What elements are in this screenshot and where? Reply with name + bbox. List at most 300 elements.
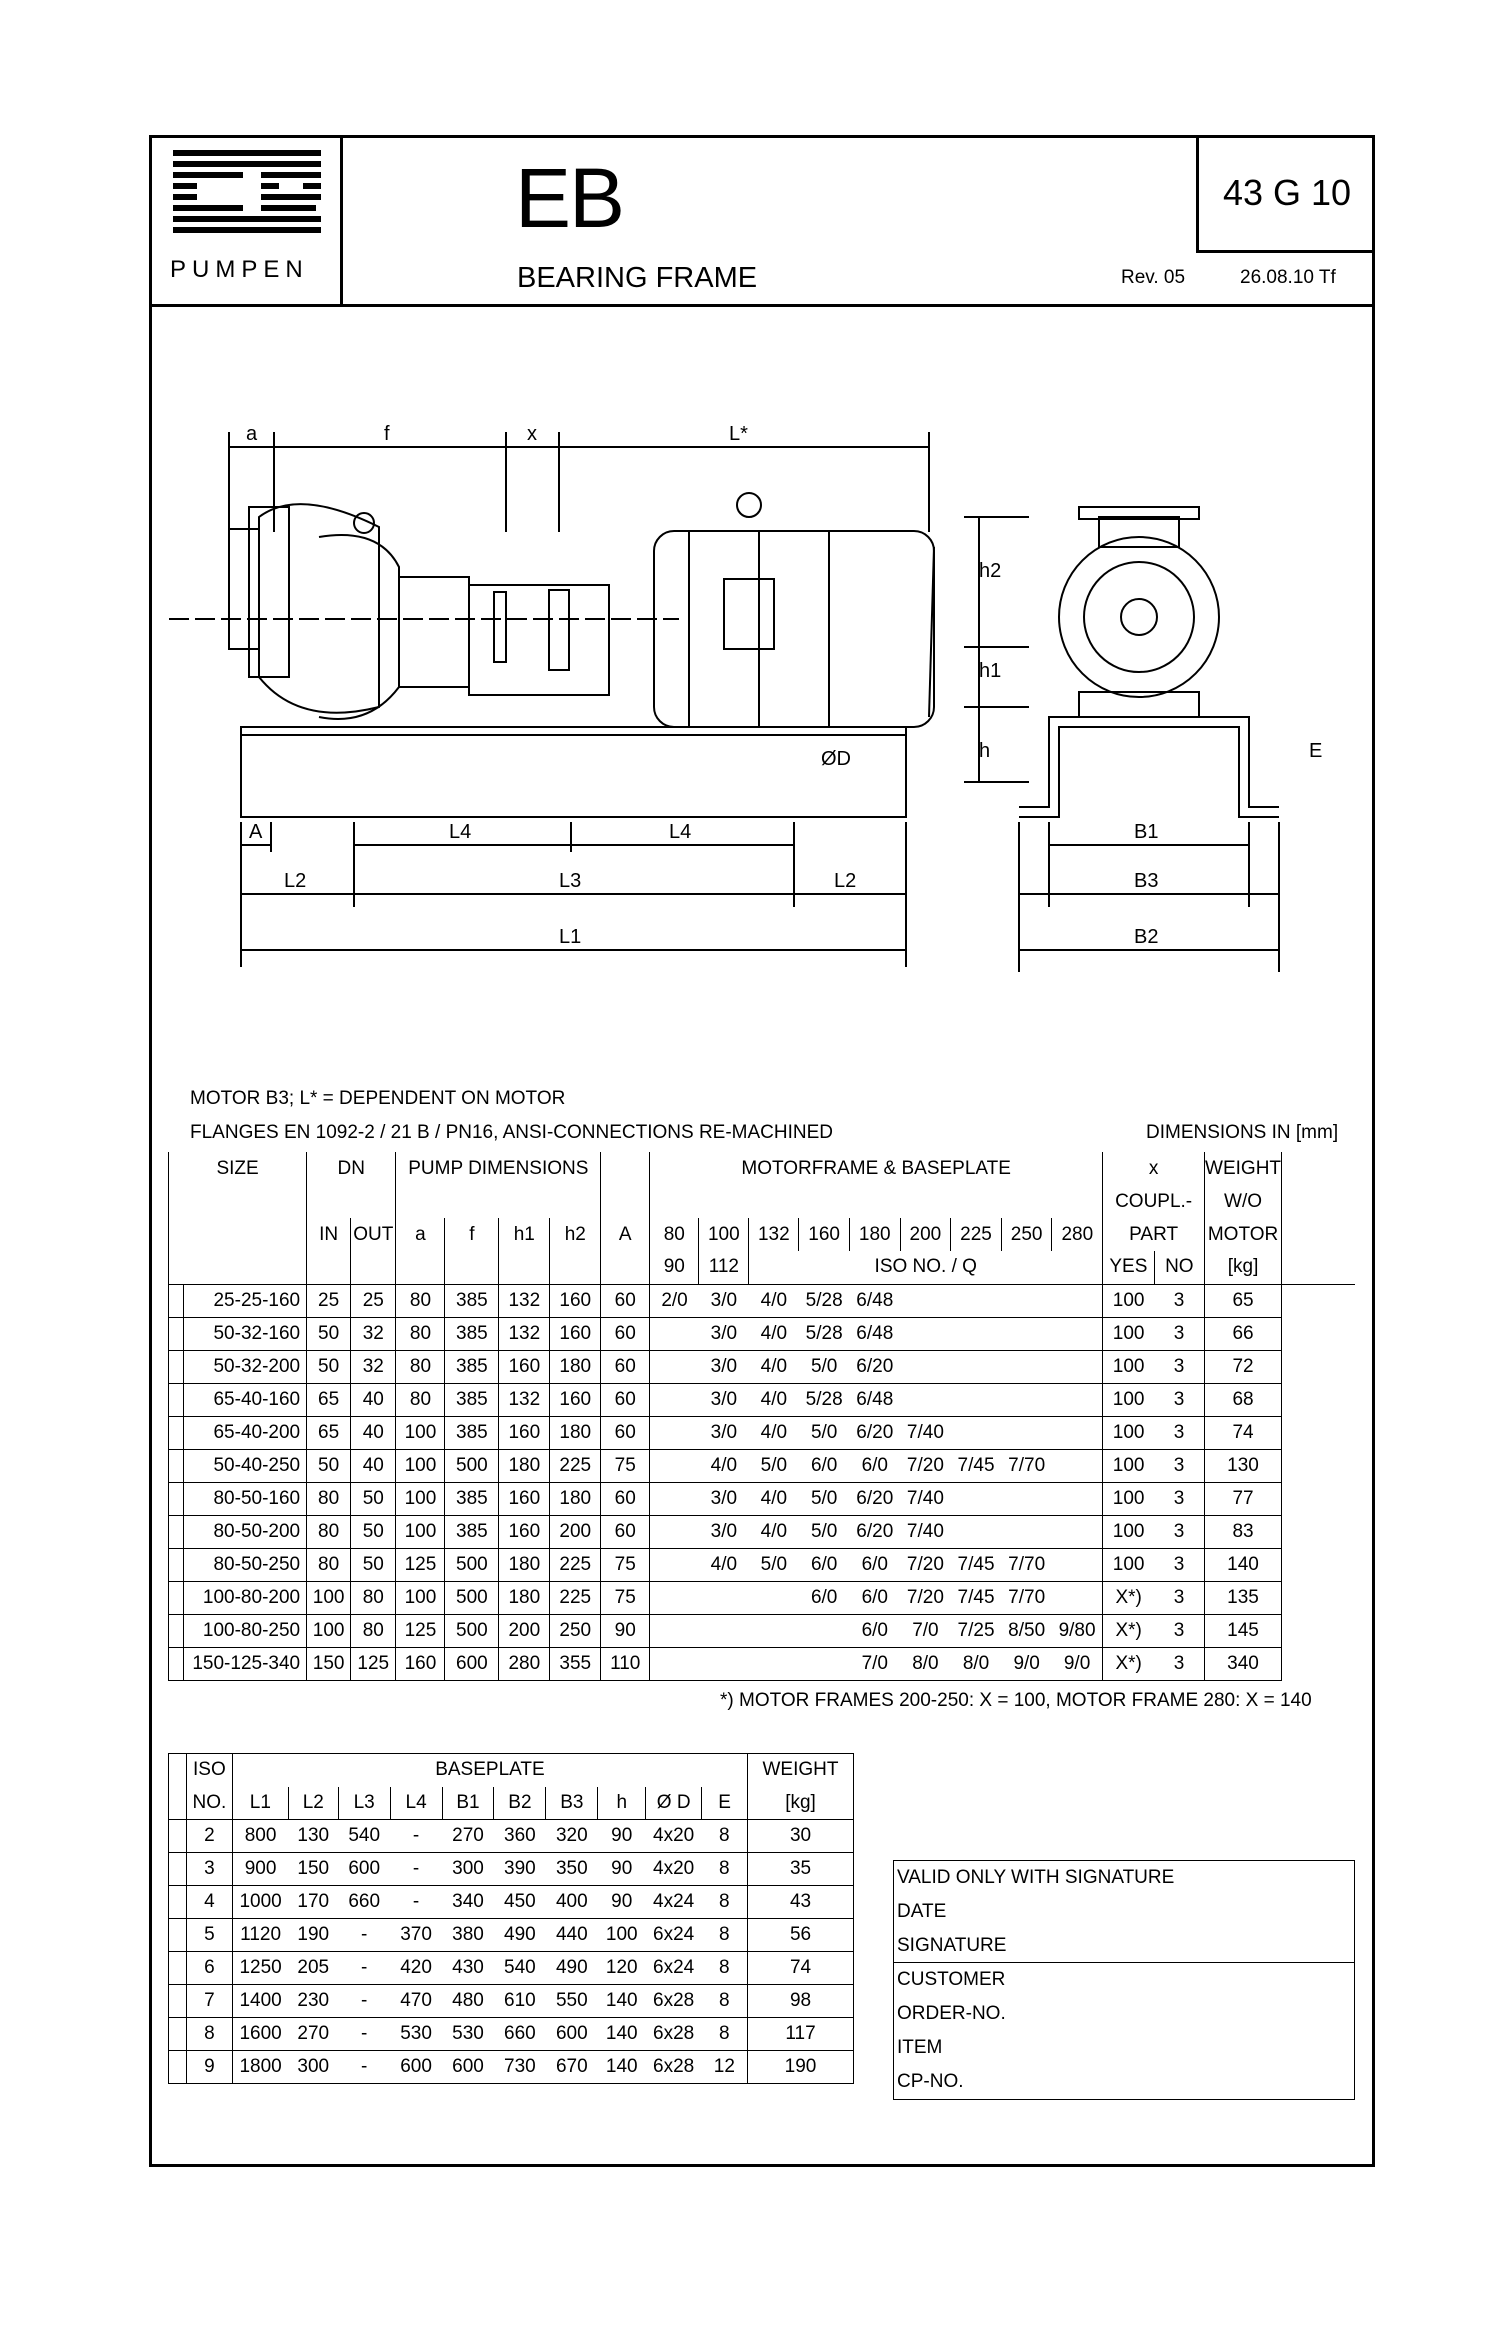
table-cell: 100-80-250 xyxy=(184,1614,307,1647)
table-cell: 90 xyxy=(601,1614,650,1647)
table-cell: 170 xyxy=(288,1886,338,1919)
footnote: *) MOTOR FRAMES 200-250: X = 100, MOTOR FRAME 280: X = 140 xyxy=(720,1690,1312,1711)
table-cell: 50-40-250 xyxy=(184,1449,307,1482)
table-cell: 160 xyxy=(499,1482,550,1515)
baseplate-table xyxy=(168,1753,854,2084)
table-cell xyxy=(650,1515,699,1548)
table-cell: 160 xyxy=(396,1647,445,1680)
table-cell: 6/20 xyxy=(849,1515,900,1548)
table-cell: 32 xyxy=(351,1350,396,1383)
table-cell xyxy=(799,1647,850,1680)
table-cell: 6/48 xyxy=(849,1317,900,1350)
table-cell: 600 xyxy=(338,1853,390,1886)
head-col-A: A xyxy=(601,1218,650,1251)
table-cell: 8 xyxy=(702,1985,748,2018)
item-field: ITEM xyxy=(897,2036,943,2058)
table-cell: 100 xyxy=(307,1581,351,1614)
company-logo xyxy=(173,150,333,250)
table-cell: 600 xyxy=(390,2051,442,2084)
head-motorframe: MOTORFRAME & BASEPLATE xyxy=(650,1152,1103,1185)
document-number: 43 G 10 xyxy=(1196,135,1375,253)
table-cell: 440 xyxy=(546,1919,598,1952)
table-cell: 100 xyxy=(1103,1317,1154,1350)
row-marker xyxy=(169,2018,187,2051)
table-row xyxy=(169,1614,1356,1647)
head-col: B1 xyxy=(442,1787,494,1820)
head-baseplate: BASEPLATE xyxy=(232,1754,747,1787)
table-cell: 43 xyxy=(748,1886,854,1919)
table-cell xyxy=(650,1317,699,1350)
table-cell: 100 xyxy=(396,1482,445,1515)
table-cell: 8 xyxy=(702,1886,748,1919)
revision-label: Rev. 05 xyxy=(1121,267,1186,288)
table-cell: 3 xyxy=(1154,1482,1204,1515)
table-cell xyxy=(951,1350,1002,1383)
table-cell xyxy=(951,1416,1002,1449)
table-cell: 180 xyxy=(550,1350,601,1383)
table-cell: 7/70 xyxy=(1001,1548,1052,1581)
table-cell: 9/80 xyxy=(1052,1614,1103,1647)
table-cell: 3/0 xyxy=(699,1416,749,1449)
head-weight: WEIGHT xyxy=(1205,1152,1282,1185)
table-cell xyxy=(1052,1482,1103,1515)
table-cell: 6x24 xyxy=(646,1919,702,1952)
table-row xyxy=(169,1581,1356,1614)
head-frame: 80 xyxy=(650,1218,699,1251)
head-frame: 100 xyxy=(699,1218,749,1251)
table-cell: 5/0 xyxy=(799,1515,850,1548)
table-cell: 100 xyxy=(396,1449,445,1482)
table-cell: 1000 xyxy=(232,1886,288,1919)
table-cell: 3 xyxy=(1154,1449,1204,1482)
table-cell: 3 xyxy=(1154,1581,1204,1614)
table-cell xyxy=(699,1647,749,1680)
table-cell: 360 xyxy=(494,1820,546,1853)
table-cell: X*) xyxy=(1103,1647,1154,1680)
table-cell: 530 xyxy=(442,2018,494,2051)
table-cell: - xyxy=(338,2018,390,2051)
head-frame2: 112 xyxy=(699,1251,749,1284)
table-cell: 7/40 xyxy=(900,1482,951,1515)
table-cell: 3 xyxy=(1154,1515,1204,1548)
table-cell: 6 xyxy=(186,1952,232,1985)
head-frame: 200 xyxy=(900,1218,951,1251)
head-frame: 132 xyxy=(749,1218,799,1251)
table-cell: 6/0 xyxy=(849,1581,900,1614)
table-cell: 500 xyxy=(445,1449,499,1482)
table-cell: 125 xyxy=(351,1647,396,1680)
head-frame: 160 xyxy=(799,1218,850,1251)
table-cell: 40 xyxy=(351,1449,396,1482)
row-marker xyxy=(169,1647,184,1680)
table-row xyxy=(169,2051,854,2084)
table-cell: 60 xyxy=(601,1284,650,1317)
table-cell: 7/20 xyxy=(900,1449,951,1482)
table-cell xyxy=(900,1350,951,1383)
table-cell: 3 xyxy=(1154,1383,1204,1416)
table-row xyxy=(169,1820,854,1853)
head-frame: 180 xyxy=(849,1218,900,1251)
head-col-a: a xyxy=(396,1218,445,1251)
row-marker xyxy=(169,1515,184,1548)
table-cell: 50-32-160 xyxy=(184,1317,307,1350)
row-marker xyxy=(169,1985,187,2018)
table-cell: 90 xyxy=(598,1820,646,1853)
table-cell: 225 xyxy=(550,1548,601,1581)
table-cell: 600 xyxy=(546,2018,598,2051)
logo-subtext: PUMPEN xyxy=(170,256,309,283)
flanges-note: FLANGES EN 1092-2 / 21 B / PN16, ANSI-CONNECTIONS RE-MACHINED xyxy=(190,1122,834,1143)
head-iso: ISO NO. / Q xyxy=(749,1251,1103,1284)
table-row xyxy=(169,1886,854,1919)
table-cell: 100 xyxy=(1103,1449,1154,1482)
row-marker xyxy=(169,1284,184,1317)
technical-drawing xyxy=(149,307,1375,1067)
table-cell: 8/0 xyxy=(900,1647,951,1680)
head-col: L4 xyxy=(390,1787,442,1820)
table-cell xyxy=(749,1647,799,1680)
table-cell: 5/0 xyxy=(749,1548,799,1581)
table-cell: 800 xyxy=(232,1820,288,1853)
row-marker xyxy=(169,1853,187,1886)
table-cell: 3 xyxy=(1154,1614,1204,1647)
table-cell: 65 xyxy=(307,1416,351,1449)
table-cell: 56 xyxy=(748,1919,854,1952)
table-row xyxy=(169,1985,854,2018)
table-cell: 3/0 xyxy=(699,1317,749,1350)
table-cell: 350 xyxy=(546,1853,598,1886)
head-col: h xyxy=(598,1787,646,1820)
validity-block xyxy=(893,1860,1355,2100)
table-row xyxy=(169,1284,1356,1317)
table-cell xyxy=(650,1383,699,1416)
table-cell: 40 xyxy=(351,1416,396,1449)
table-cell: 205 xyxy=(288,1952,338,1985)
head-col: B2 xyxy=(494,1787,546,1820)
table-cell: 7 xyxy=(186,1985,232,2018)
table-cell: 80 xyxy=(351,1614,396,1647)
table-cell: - xyxy=(390,1853,442,1886)
row-marker xyxy=(169,1548,184,1581)
table-cell xyxy=(1001,1383,1052,1416)
table-cell: 25 xyxy=(307,1284,351,1317)
table-cell: 7/45 xyxy=(951,1548,1002,1581)
table-cell: 100 xyxy=(396,1581,445,1614)
table-cell: 150 xyxy=(288,1853,338,1886)
table-cell: 4x20 xyxy=(646,1820,702,1853)
head-col-h2: h2 xyxy=(550,1218,601,1251)
dim-l2-right: L2 xyxy=(834,870,857,892)
table-cell: 4/0 xyxy=(749,1383,799,1416)
table-cell xyxy=(650,1614,699,1647)
table-cell: 130 xyxy=(1205,1449,1282,1482)
table-cell: 670 xyxy=(546,2051,598,2084)
table-cell xyxy=(1001,1317,1052,1350)
header-divider xyxy=(340,135,343,307)
table-cell xyxy=(650,1647,699,1680)
validity-box-1 xyxy=(893,1860,1355,1963)
table-cell xyxy=(1001,1350,1052,1383)
table-cell xyxy=(1052,1350,1103,1383)
table-cell: 180 xyxy=(499,1548,550,1581)
table-cell: 60 xyxy=(601,1482,650,1515)
table-cell: 540 xyxy=(338,1820,390,1853)
table-cell: 50 xyxy=(307,1317,351,1350)
table-cell: 3 xyxy=(1154,1284,1204,1317)
table-cell: 160 xyxy=(499,1416,550,1449)
table-cell: 3 xyxy=(1154,1317,1204,1350)
table-cell: 500 xyxy=(445,1548,499,1581)
table-cell: 385 xyxy=(445,1317,499,1350)
head-col: Ø D xyxy=(646,1787,702,1820)
table-cell: 3/0 xyxy=(699,1383,749,1416)
head-frame: 280 xyxy=(1052,1218,1103,1251)
head-col: L1 xyxy=(232,1787,288,1820)
table-cell xyxy=(1001,1515,1052,1548)
table-cell: 3 xyxy=(1154,1647,1204,1680)
table-cell: 4x20 xyxy=(646,1853,702,1886)
table-cell: 385 xyxy=(445,1416,499,1449)
table-cell: 4/0 xyxy=(749,1416,799,1449)
table-cell: 8 xyxy=(702,2018,748,2051)
dim-h: h xyxy=(979,740,991,762)
table-cell: 2/0 xyxy=(650,1284,699,1317)
dim-x: x xyxy=(527,423,537,445)
table-cell: 60 xyxy=(601,1515,650,1548)
table-cell: 385 xyxy=(445,1284,499,1317)
table-cell: 100 xyxy=(396,1416,445,1449)
table-cell: 4/0 xyxy=(699,1449,749,1482)
table-cell: 65 xyxy=(307,1383,351,1416)
table-cell: 4/0 xyxy=(749,1482,799,1515)
table-cell xyxy=(1052,1581,1103,1614)
head-col: E xyxy=(702,1787,748,1820)
table-cell: 60 xyxy=(601,1317,650,1350)
table-cell: 6x24 xyxy=(646,1952,702,1985)
table-cell: 100-80-200 xyxy=(184,1581,307,1614)
table-cell: 230 xyxy=(288,1985,338,2018)
table-cell: 610 xyxy=(494,1985,546,2018)
table-cell: 5/28 xyxy=(799,1317,850,1350)
table-cell: 3 xyxy=(186,1853,232,1886)
table-cell: 355 xyxy=(550,1647,601,1680)
table-cell: 120 xyxy=(598,1952,646,1985)
table-cell: 7/25 xyxy=(951,1614,1002,1647)
table-cell: 80 xyxy=(307,1482,351,1515)
table-cell: 9 xyxy=(186,2051,232,2084)
table-cell: 6/0 xyxy=(849,1548,900,1581)
table-cell: 1400 xyxy=(232,1985,288,2018)
table-cell: 8 xyxy=(702,1919,748,1952)
table-cell: 7/0 xyxy=(849,1647,900,1680)
dim-l2-left: L2 xyxy=(284,870,307,892)
table-cell: 6/48 xyxy=(849,1383,900,1416)
table-cell: 4/0 xyxy=(749,1317,799,1350)
table-cell: 4/0 xyxy=(749,1350,799,1383)
head-frame2: 90 xyxy=(650,1251,699,1284)
table-cell: 3/0 xyxy=(699,1350,749,1383)
table-cell: 180 xyxy=(499,1581,550,1614)
validity-box-2 xyxy=(893,1963,1355,2099)
table-cell xyxy=(650,1449,699,1482)
table-cell: 8 xyxy=(702,1820,748,1853)
table-cell: 100 xyxy=(1103,1416,1154,1449)
row-marker xyxy=(169,1350,184,1383)
table-cell: X*) xyxy=(1103,1581,1154,1614)
table-cell: 3 xyxy=(1154,1548,1204,1581)
table-cell: 150 xyxy=(307,1647,351,1680)
table-cell: 530 xyxy=(390,2018,442,2051)
table-cell xyxy=(900,1383,951,1416)
table-cell: 65-40-200 xyxy=(184,1416,307,1449)
table-cell: 6x28 xyxy=(646,1985,702,2018)
table-cell: 132 xyxy=(499,1284,550,1317)
dimensions-note: DIMENSIONS IN [mm] xyxy=(1146,1122,1339,1143)
pump-dimensions-table xyxy=(168,1152,1355,1681)
table-cell xyxy=(799,1614,850,1647)
table-cell: 98 xyxy=(748,1985,854,2018)
table-cell: - xyxy=(338,1919,390,1952)
head-col: L3 xyxy=(338,1787,390,1820)
head-col-f: f xyxy=(445,1218,499,1251)
table-cell: 6x28 xyxy=(646,2018,702,2051)
order-field: ORDER-NO. xyxy=(897,2003,1006,2025)
dim-h1: h1 xyxy=(979,660,1002,682)
table-cell: 60 xyxy=(601,1416,650,1449)
table-cell: 7/0 xyxy=(900,1614,951,1647)
table-cell: 1120 xyxy=(232,1919,288,1952)
table-cell xyxy=(650,1581,699,1614)
valid-label: VALID ONLY WITH SIGNATURE xyxy=(897,1867,1175,1888)
table-row xyxy=(169,2018,854,2051)
table-cell: 900 xyxy=(232,1853,288,1886)
table-row xyxy=(169,1548,1356,1581)
table-cell: 8/0 xyxy=(951,1647,1002,1680)
dim-h2: h2 xyxy=(979,560,1002,582)
table-cell: 4/0 xyxy=(749,1515,799,1548)
dim-l4-right: L4 xyxy=(669,821,692,843)
table-cell: 140 xyxy=(598,1985,646,2018)
table-cell: 75 xyxy=(601,1581,650,1614)
table-cell: 540 xyxy=(494,1952,546,1985)
table-cell xyxy=(699,1614,749,1647)
table-cell: 50 xyxy=(351,1482,396,1515)
customer-field: CUSTOMER xyxy=(897,1969,1006,1991)
table-cell: 110 xyxy=(601,1647,650,1680)
table-cell: 130 xyxy=(288,1820,338,1853)
table-cell: 300 xyxy=(288,2051,338,2084)
table-cell: 5 xyxy=(186,1919,232,1952)
table-cell: 3/0 xyxy=(699,1284,749,1317)
table-cell: 370 xyxy=(390,1919,442,1952)
table-cell: 600 xyxy=(442,2051,494,2084)
table-cell: 132 xyxy=(499,1317,550,1350)
table-cell xyxy=(951,1515,1002,1548)
table-cell: 385 xyxy=(445,1515,499,1548)
row-marker xyxy=(169,1581,184,1614)
head-in: IN xyxy=(307,1218,351,1251)
table-cell: 75 xyxy=(601,1449,650,1482)
dim-b1: B1 xyxy=(1134,821,1159,843)
table-cell xyxy=(951,1383,1002,1416)
table-cell: 180 xyxy=(550,1416,601,1449)
table-cell: 730 xyxy=(494,2051,546,2084)
table-cell: 90 xyxy=(598,1853,646,1886)
dim-od: ØD xyxy=(821,748,851,770)
table-cell: 66 xyxy=(1205,1317,1282,1350)
revision-date: 26.08.10 Tf xyxy=(1240,267,1336,288)
table-cell: 5/28 xyxy=(799,1383,850,1416)
table-cell: 50-32-200 xyxy=(184,1350,307,1383)
head-no: NO. xyxy=(186,1787,232,1820)
table-cell xyxy=(1052,1284,1103,1317)
table-cell: 225 xyxy=(550,1581,601,1614)
table-cell: 3/0 xyxy=(699,1515,749,1548)
table-cell: 6/20 xyxy=(849,1350,900,1383)
table-cell: 68 xyxy=(1205,1383,1282,1416)
table-cell: 6/20 xyxy=(849,1416,900,1449)
table-cell: 100 xyxy=(396,1515,445,1548)
model-subtitle: BEARING FRAME xyxy=(517,262,758,294)
table-row xyxy=(169,1853,854,1886)
table-cell: 65 xyxy=(1205,1284,1282,1317)
table-cell: 5/0 xyxy=(749,1449,799,1482)
row-marker xyxy=(169,1416,184,1449)
table-cell: 60 xyxy=(601,1383,650,1416)
table-cell: 80 xyxy=(396,1350,445,1383)
table-cell: 90 xyxy=(598,1886,646,1919)
table-cell: 4 xyxy=(186,1886,232,1919)
table-cell: 35 xyxy=(748,1853,854,1886)
dim-b3: B3 xyxy=(1134,870,1159,892)
head-part: PART xyxy=(1103,1218,1205,1251)
table-cell: 80 xyxy=(396,1284,445,1317)
table-cell: 125 xyxy=(396,1548,445,1581)
dim-l4-left: L4 xyxy=(449,821,472,843)
table-cell: 660 xyxy=(338,1886,390,1919)
table-cell: 100 xyxy=(1103,1548,1154,1581)
head-x: x xyxy=(1103,1152,1205,1185)
table-cell: 50 xyxy=(351,1515,396,1548)
table-cell: 550 xyxy=(546,1985,598,2018)
table-cell xyxy=(1052,1449,1103,1482)
table-cell: 300 xyxy=(442,1853,494,1886)
table-cell: 225 xyxy=(550,1449,601,1482)
head-kg: [kg] xyxy=(1205,1251,1282,1284)
table-cell xyxy=(699,1581,749,1614)
table-cell: 160 xyxy=(550,1317,601,1350)
table-cell: 100 xyxy=(307,1614,351,1647)
row-marker xyxy=(169,1449,184,1482)
table-cell: 74 xyxy=(748,1952,854,1985)
table-cell: 6/0 xyxy=(849,1614,900,1647)
table-cell: 4/0 xyxy=(699,1548,749,1581)
head-size: SIZE xyxy=(169,1152,307,1185)
table-cell: 6/0 xyxy=(799,1581,850,1614)
table-cell: 385 xyxy=(445,1350,499,1383)
table-cell: 9/0 xyxy=(1001,1647,1052,1680)
row-marker xyxy=(169,2051,187,2084)
table-cell: 65-40-160 xyxy=(184,1383,307,1416)
table-cell xyxy=(951,1317,1002,1350)
head-dn: DN xyxy=(307,1152,396,1185)
head-iso: ISO xyxy=(186,1754,232,1787)
table-cell: 80-50-200 xyxy=(184,1515,307,1548)
table-cell: 25 xyxy=(351,1284,396,1317)
table-cell: 125 xyxy=(396,1614,445,1647)
table-cell: 5/28 xyxy=(799,1284,850,1317)
head-col: L2 xyxy=(288,1787,338,1820)
